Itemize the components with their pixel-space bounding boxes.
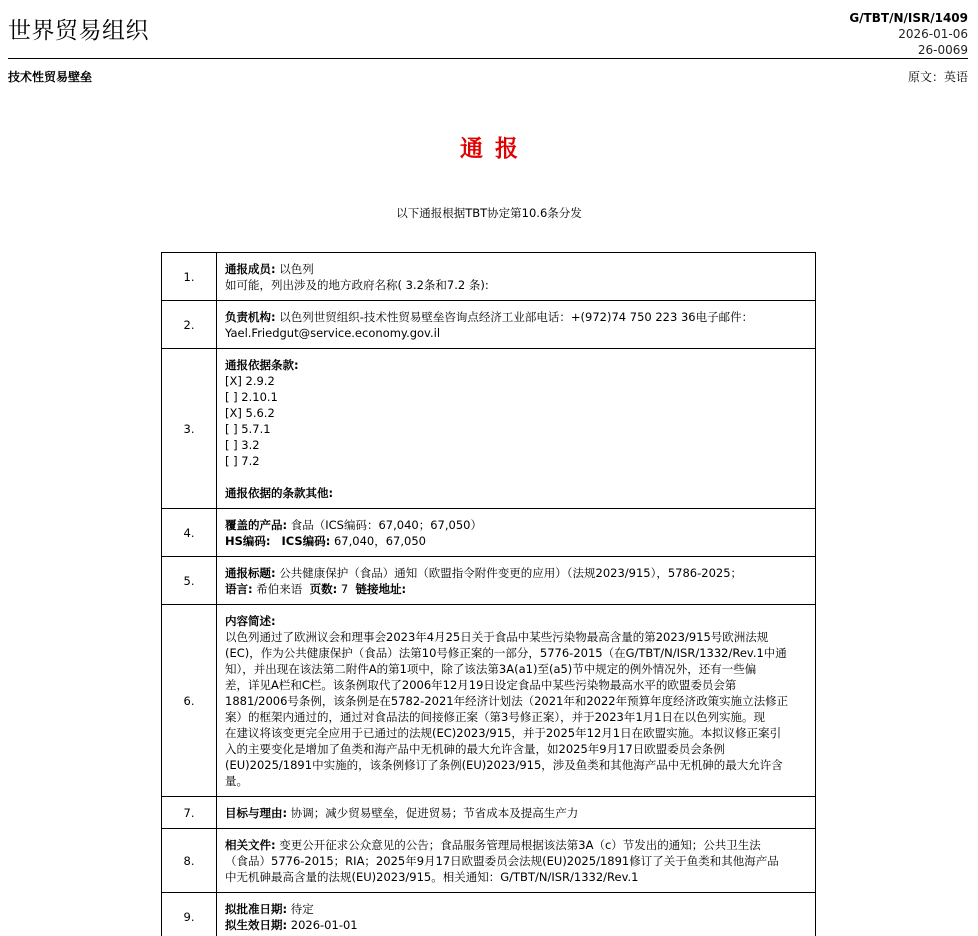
table-row [162, 605, 816, 797]
table-row [162, 301, 816, 349]
row-content [217, 349, 816, 509]
field-value: 以色列 [279, 261, 314, 276]
row-number: 2. [162, 301, 217, 349]
field-label: 页数: [309, 581, 338, 596]
document-symbol: G/TBT/N/ISR/1409 [849, 11, 968, 25]
row-number: 8. [162, 829, 217, 893]
document-reference: 26-0069 [917, 43, 968, 57]
row-number: 1. [162, 253, 217, 301]
field-label: HS编码: [225, 533, 271, 548]
table-row [162, 893, 816, 936]
table-row [162, 253, 816, 301]
field-label: 通报成员: [225, 261, 276, 276]
header-divider [8, 58, 968, 59]
field-label: 通报标题: [225, 565, 276, 580]
row-number: 5. [162, 557, 217, 605]
description-line: 在建议将该变更完全应用于已通过的法规(EC)2023/915，并于2025年12月1日在欧盟实施。本拟议修正案引 [225, 725, 782, 740]
clause-item: [X] 2.9.2 [225, 373, 275, 388]
field-note: 如可能，列出涉及的地方政府名称( 3.2条和7.2 条): [225, 277, 489, 292]
description-line: 差，详见A栏和C栏。该条例取代了2006年12月19日设定食品中某些污染物最高水平的欧盟委员会第 [225, 677, 737, 692]
field-label: ICS编码: [281, 533, 331, 548]
field-value: 67,040，67,050 [333, 533, 426, 548]
row-number: 6. [162, 605, 217, 797]
row-content [217, 829, 816, 893]
row-content [217, 253, 816, 301]
row-content [217, 797, 816, 829]
organization-title: 世界贸易组织 [8, 18, 149, 44]
clause-item: [ ] 3.2 [225, 437, 260, 452]
field-value: （食品）5776-2015；RIA；2025年9月17日欧盟委员会法规(EU)2025/1891修订了关于鱼类和其他海产品 [225, 853, 779, 868]
description-line: (EC)，作为公共健康保护（食品）法第10号修正案的一部分，5776-2015（在G/TBT/N/ISR/1332/Rev.1中通 [225, 645, 787, 660]
description-line: 1881/2006号条例，该条例是在5782-2021年经济计划法（2021年和2022年预算年度经济政策实施立法修正 [225, 693, 789, 708]
field-label: 覆盖的产品: [225, 517, 288, 532]
description-line: 入的主要变化是增加了鱼类和海产品中无机砷的最大允许含量，如2025年9月17日欧盟委员会条例 [225, 741, 725, 756]
field-value: 公共健康保护（食品）通知（欧盟指令附件变更的应用）（法规2023/915），5786-2025； [279, 565, 743, 580]
field-value: 食品（ICS编码：67,040；67,050） [290, 517, 482, 532]
table-row [162, 349, 816, 509]
contact-email: Yael.Friedgut@service.economy.gov.il [225, 325, 441, 340]
notice-title: 通报 [460, 136, 530, 162]
field-label: 拟生效日期: [225, 917, 288, 932]
document-date: 2026-01-06 [898, 27, 968, 41]
description-line: (EU)2025/1891中实施的，该条例修订了条例(EU)2023/915，涉及鱼类和其他海产品中无机砷的最大允许含 [225, 757, 783, 772]
field-label: 负责机构: [225, 309, 276, 324]
description-line: 知），并出现在该法第二附件A的第1项中，除了该法第3A(a1)至(a5)节中规定的例外情况外，还有一些偏 [225, 661, 757, 676]
clause-item: [X] 5.6.2 [225, 405, 275, 420]
document-metadata [849, 10, 968, 58]
description-line: 案）的框架内通过的，通过对食品法的间接修正案（第3号修正案），并于2023年1月1日在以色列实施。现 [225, 709, 765, 724]
clause-item: [ ] 2.10.1 [225, 389, 278, 404]
notification-table [161, 252, 816, 936]
table-row [162, 797, 816, 829]
field-value: 待定 [290, 901, 314, 916]
table-row [162, 509, 816, 557]
row-number: 9. [162, 893, 217, 936]
row-content [217, 557, 816, 605]
row-content [217, 509, 816, 557]
field-value: 变更公开征求公众意见的公告；食品服务管理局根据该法第3A（c）节发出的通知；公共卫生法 [279, 837, 761, 852]
row-number: 4. [162, 509, 217, 557]
table-row [162, 829, 816, 893]
field-label: 语言: [225, 581, 253, 596]
field-value: 2026-01-01 [290, 917, 358, 932]
row-content [217, 605, 816, 797]
field-label: 链接地址: [355, 581, 407, 596]
table-row [162, 557, 816, 605]
committee-name: 技术性贸易壁垒 [8, 70, 93, 84]
original-language: 原文：英语 [907, 70, 968, 84]
field-label: 相关文件: [225, 837, 276, 852]
field-label: 通报依据条款: [225, 357, 299, 372]
row-number: 3. [162, 349, 217, 509]
field-value: 协调；减少贸易壁垒，促进贸易；节省成本及提高生产力 [290, 805, 579, 820]
clause-item: [ ] 7.2 [225, 453, 260, 468]
row-number: 7. [162, 797, 217, 829]
row-content [217, 301, 816, 349]
description-line: 量。 [225, 773, 248, 788]
clause-item: [ ] 5.7.1 [225, 421, 271, 436]
field-label: 通报依据的条款其他: [225, 485, 334, 500]
field-label: 目标与理由: [225, 805, 288, 820]
field-value: 希伯来语 [256, 581, 303, 596]
field-value: 中无机砷最高含量的法规(EU)2023/915。相关通知：G/TBT/N/ISR/1332/Rev.1 [225, 869, 639, 884]
description-line: 以色列通过了欧洲议会和理事会2023年4月25日关于食品中某些污染物最高含量的第2023/915号欧洲法规 [225, 629, 769, 644]
row-content [217, 893, 816, 936]
field-value: 以色列世贸组织-技术性贸易壁垒咨询点经济工业部电话：+(972)74 750 223 36电子邮件： [279, 309, 754, 324]
notice-intro: 以下通报根据TBT协定第10.6条分发 [396, 206, 582, 220]
field-label: 内容简述: [225, 613, 276, 628]
field-value: 7 [340, 581, 349, 596]
field-label: 拟批准日期: [225, 901, 288, 916]
